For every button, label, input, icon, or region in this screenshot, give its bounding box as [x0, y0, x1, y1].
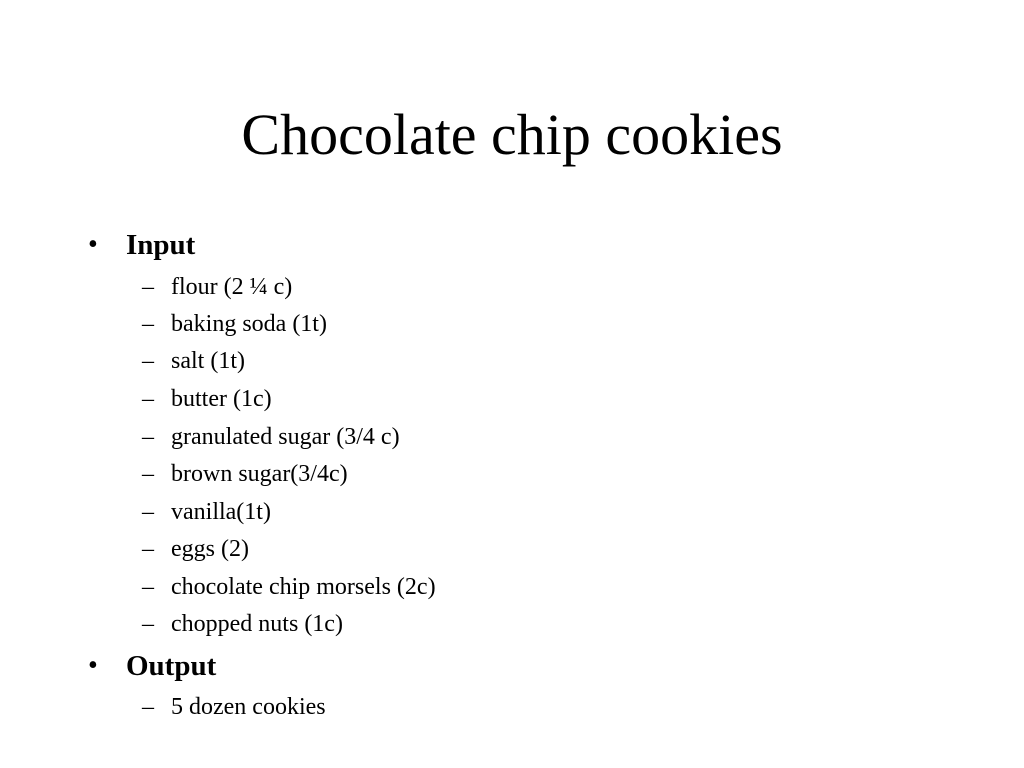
- dash-icon: –: [142, 499, 154, 525]
- dash-icon: –: [142, 574, 154, 600]
- list-item: [0, 609, 1024, 639]
- section-input: [0, 225, 1024, 265]
- dash-icon: –: [142, 311, 154, 337]
- list-item-text: butter (1c): [171, 386, 272, 412]
- list-item: [0, 422, 1024, 452]
- list-item: [0, 459, 1024, 489]
- dash-icon: –: [142, 348, 154, 374]
- bullet-icon: •: [88, 650, 98, 681]
- list-item: [0, 384, 1024, 414]
- list-item: [0, 692, 1024, 722]
- list-item-text: chopped nuts (1c): [171, 611, 343, 637]
- list-item: [0, 572, 1024, 602]
- list-item: [0, 534, 1024, 564]
- dash-icon: –: [142, 461, 154, 487]
- list-item: [0, 497, 1024, 527]
- list-item-text: vanilla(1t): [171, 499, 271, 525]
- list-item-text: salt (1t): [171, 348, 245, 374]
- list-item-text: 5 dozen cookies: [171, 694, 326, 720]
- list-item: [0, 346, 1024, 376]
- bullet-icon: •: [88, 229, 98, 260]
- dash-icon: –: [142, 424, 154, 450]
- section-heading-input: Input: [126, 229, 196, 261]
- dash-icon: –: [142, 611, 154, 637]
- list-item-text: granulated sugar (3/4 c): [171, 424, 400, 450]
- list-item-text: eggs (2): [171, 536, 249, 562]
- dash-icon: –: [142, 536, 154, 562]
- list-item: [0, 272, 1024, 302]
- section-heading-output: Output: [126, 650, 217, 682]
- dash-icon: –: [142, 274, 154, 300]
- dash-icon: –: [142, 694, 154, 720]
- list-item-text: baking soda (1t): [171, 311, 327, 337]
- list-item-text: brown sugar(3/4c): [171, 461, 348, 487]
- section-output: [0, 646, 1024, 686]
- dash-icon: –: [142, 386, 154, 412]
- list-item-text: chocolate chip morsels (2c): [171, 574, 436, 600]
- list-item: [0, 309, 1024, 339]
- list-item-text: flour (2 ¼ c): [171, 274, 293, 300]
- slide-title: Chocolate chip cookies: [241, 102, 783, 167]
